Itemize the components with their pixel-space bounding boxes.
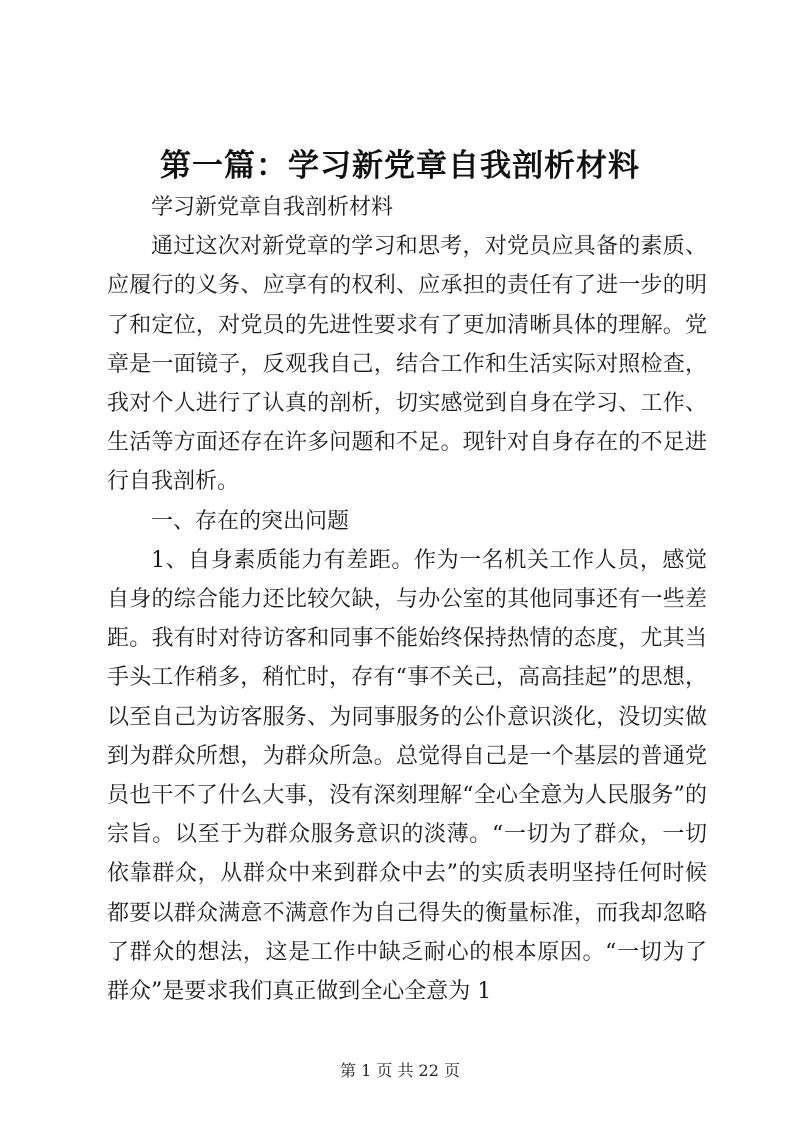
paragraph-section-heading: 一、存在的突出问题 <box>151 508 350 534</box>
paragraph-subtitle: 学习新党章自我剖析材料 <box>151 195 394 220</box>
document-title: 第一篇：学习新党章自我剖析材料 <box>160 148 640 184</box>
paragraph-point-1: 1、自身素质能力有差距。作为一名机关工作人员，感觉自身的综合能力还比较欠缺，与办公室的其他同事还有一些差距。我有时对待访客和同事不能始终保持热情的态度，尤其当手头工作稍多，稍忙时，存有“事不关己，高高挂起”的思想，以至自己为访客服务、为同事服务的公仆意识淡化，没切实做到为群众所想，为群众所急。总觉得自己是一个基层的普通党员也干不了什么大事，没有深刻理解“全心全意为人民服务”的宗旨。以至于为群众服务意识的淡薄。“一切为了群众，一切依靠群众，从群众中来到群众中去”的实质表明坚持任何时候都要以群众满意不满意作为自己得失的衡量标准，而我却忽略了群众的想法，这是工作中缺乏耐心的根本原因。“一切为了群众”是要求我们真正做到全心全意为 1 <box>107 547 707 1005</box>
document-body <box>107 188 707 1011</box>
page-number-footer: 第 1 页 共 22 页 <box>340 1061 460 1080</box>
paragraph-intro: 通过这次对新党章的学习和思考，对党员应具备的素质、应履行的义务、应享有的权利、应承担的责任有了进一步的明了和定位，对党员的先进性要求有了更加清晰具体的理解。党章是一面镜子，反观我自己，结合工作和生活实际对照检查，我对个人进行了认真的剖析，切实感觉到自身在学习、工作、生活等方面还存在许多问题和不足。现针对自身存在的不足进行自我剖析。 <box>107 234 707 495</box>
